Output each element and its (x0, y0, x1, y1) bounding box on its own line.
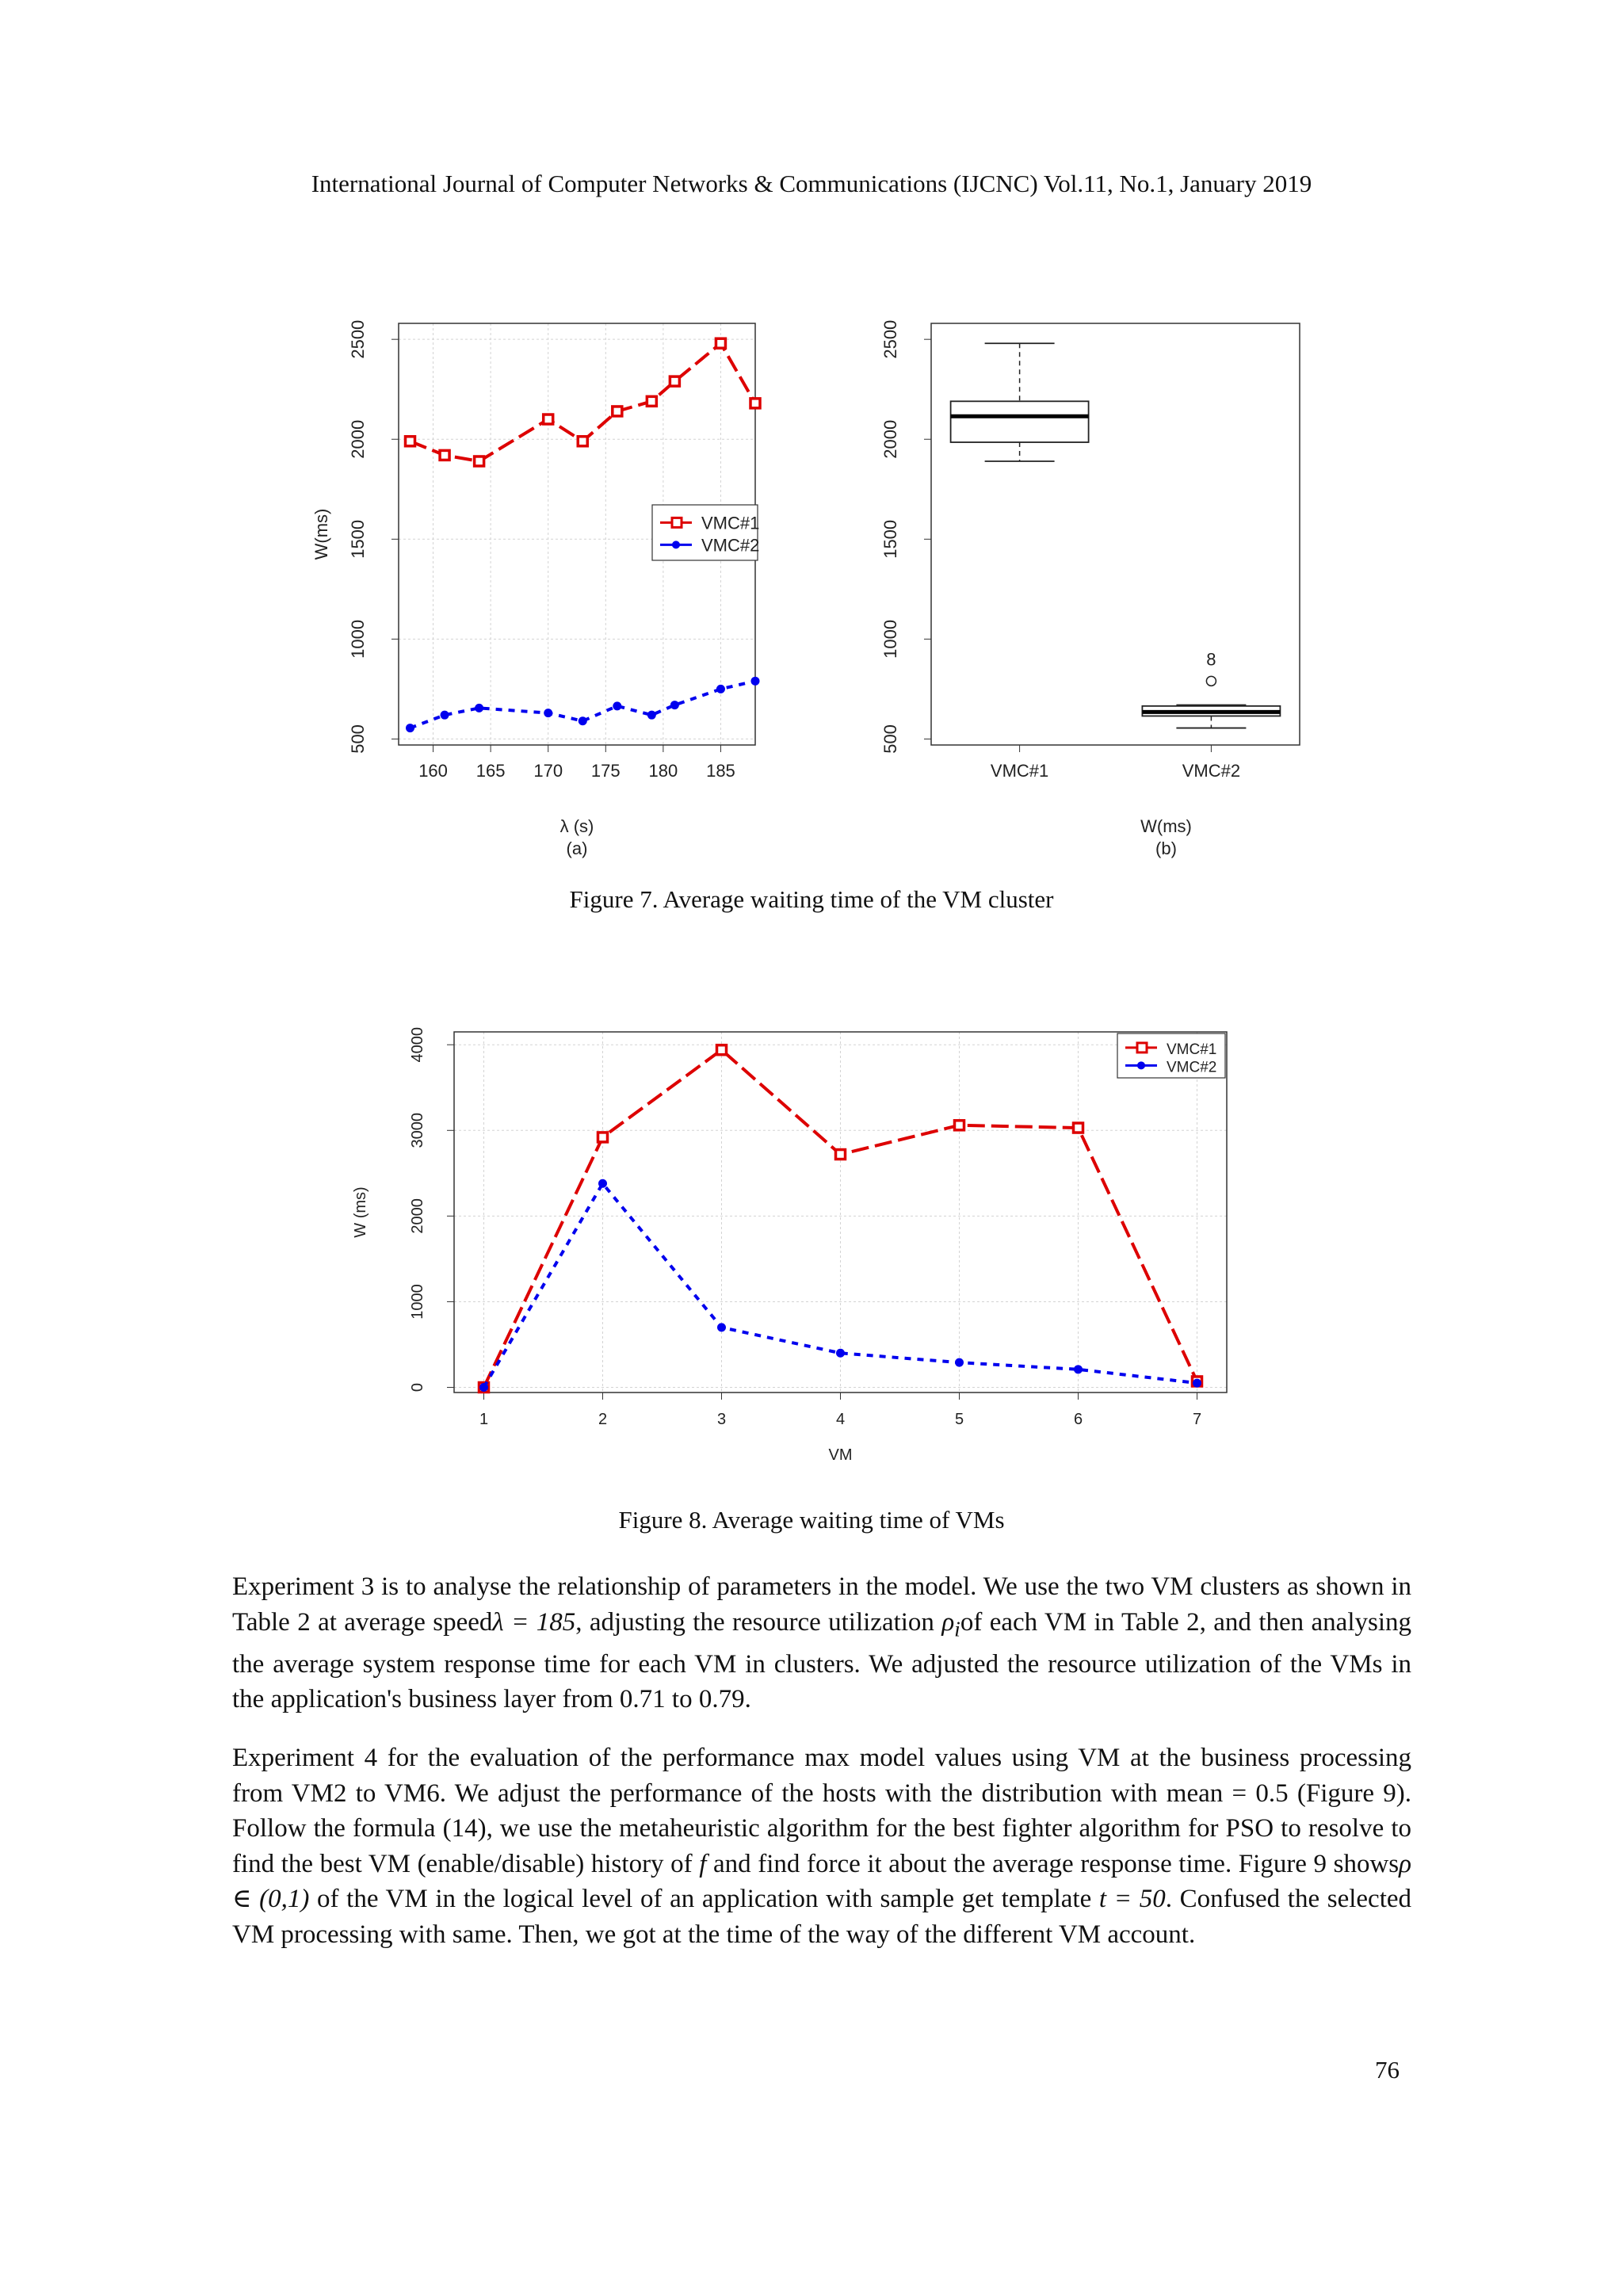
data-point-vmc1 (836, 1150, 846, 1159)
y-tick-label: 1000 (880, 619, 900, 659)
data-point-vmc2 (670, 701, 679, 709)
fig7b-panel (880, 320, 1300, 858)
figure-8-chart (352, 1022, 1260, 1474)
panel-b-sub-label: (b) (1155, 839, 1177, 858)
data-point-vmc2 (1193, 1379, 1201, 1388)
data-point-vmc1 (598, 1133, 608, 1142)
x-tick-label: 180 (648, 761, 678, 781)
data-point-vmc2 (836, 1349, 845, 1358)
x-tick-label: 1 (479, 1411, 489, 1428)
p2-rho-set: ρ ∈ (0,1) (232, 1849, 1411, 1913)
legend-marker-vmc2 (1137, 1061, 1145, 1069)
data-point-vmc2 (613, 701, 621, 710)
p1-text-b: , adjusting the resource utilization (575, 1607, 942, 1637)
fig7a-panel (311, 320, 760, 858)
data-point-vmc1 (613, 407, 622, 416)
y-tick-label: 4000 (409, 1026, 426, 1063)
x-tick-label: VMC#2 (1182, 761, 1241, 781)
y-axis-label: W (ms) (352, 1186, 369, 1238)
p1-text-a: Experiment 3 is to analyse the relationship of parameters in the model. We use the two VM clusters as shown in Table 2 at average speed (232, 1572, 1411, 1637)
x-tick-label: 3 (716, 1411, 727, 1428)
data-point-vmc1 (440, 450, 449, 460)
box-outlier (1206, 676, 1216, 686)
data-point-vmc2 (598, 1179, 607, 1188)
p2-text-d: . Confused the selected VM processing with same. Then, we got at the time of the way of the different VM account. (232, 1885, 1412, 1949)
paragraph-experiment-3 (232, 1569, 1411, 1717)
data-point-vmc2 (406, 724, 414, 732)
y-tick-label: 1000 (409, 1284, 426, 1320)
y-tick-label: 1000 (348, 619, 368, 659)
y-tick-label: 2500 (348, 319, 368, 359)
figure-7-chart (301, 309, 1323, 880)
data-point-vmc1 (406, 437, 415, 446)
data-point-vmc2 (717, 1323, 726, 1331)
x-tick-label: 4 (835, 1411, 846, 1428)
figure-7-caption: Figure 7. Average waiting time of the VM cluster (569, 885, 1054, 913)
p2-f: f (699, 1849, 707, 1878)
x-axis-label: VM (828, 1446, 853, 1464)
legend-marker-vmc2 (672, 541, 680, 548)
x-tick-label: 185 (706, 761, 735, 781)
data-point-vmc1 (716, 338, 725, 348)
y-tick-label: 2000 (409, 1198, 426, 1234)
p1-text-c: of each VM in Table 2, and then analysing the average system response time for each VM in clusters. We adjusted the resource utilization of the VMs in the application's business layer from 0.71 to 0.79. (232, 1607, 1411, 1714)
y-tick-label: 500 (880, 724, 900, 754)
figure-7 (301, 309, 1323, 880)
x-tick-label: 2 (598, 1411, 608, 1428)
data-point-vmc2 (716, 685, 725, 693)
data-point-vmc2 (544, 709, 552, 717)
x-tick-label: 170 (533, 761, 563, 781)
x-axis-label: λ (s) (559, 816, 594, 836)
p1-lambda-eq: λ = 185 (492, 1607, 576, 1637)
p1-rho-i: $\rho_i$ (941, 1607, 960, 1641)
x-tick-label: 165 (475, 761, 506, 781)
x-tick-label: 175 (590, 761, 621, 781)
y-tick-label: 0 (409, 1382, 426, 1392)
p2-t-eq: t = 50 (1098, 1885, 1166, 1913)
y-tick-label: 500 (348, 724, 368, 754)
data-point-vmc2 (475, 704, 483, 712)
legend-label-vmc2: VMC#2 (1167, 1059, 1217, 1076)
figure-8 (352, 1022, 1260, 1474)
data-point-vmc1 (647, 396, 656, 406)
legend-label-vmc1: VMC#1 (1167, 1041, 1217, 1058)
y-axis-label: W(ms) (311, 508, 331, 560)
data-point-vmc1 (717, 1045, 727, 1055)
data-point-vmc1 (955, 1121, 964, 1130)
y-tick-label: 2000 (880, 419, 900, 459)
x-tick-label: VMC#1 (990, 761, 1049, 781)
data-point-vmc1 (544, 415, 553, 424)
panel-a-sub-label: (a) (566, 839, 588, 858)
p2-text-c: of the VM in the logical level of an application with sample get template (309, 1885, 1099, 1913)
data-point-vmc2 (441, 711, 449, 720)
y-tick-label: 1500 (880, 519, 900, 559)
x-tick-label: 7 (1192, 1411, 1202, 1428)
y-tick-label: 3000 (409, 1113, 426, 1148)
legend-marker-vmc1 (1137, 1043, 1147, 1052)
data-point-vmc2 (579, 716, 587, 725)
p2-text-b: and find force it about the average response time. Figure 9 shows (706, 1849, 1400, 1878)
x-axis-label: W(ms) (1140, 816, 1192, 836)
legend-marker-vmc1 (672, 518, 682, 527)
page-number: 76 (1375, 2056, 1400, 2084)
data-point-vmc1 (670, 376, 679, 386)
data-point-vmc2 (751, 677, 760, 686)
data-point-vmc1 (1074, 1123, 1083, 1133)
y-tick-label: 2500 (880, 319, 900, 359)
legend-label-vmc2: VMC#2 (701, 535, 760, 556)
data-point-vmc2 (647, 711, 656, 720)
data-point-vmc2 (479, 1383, 488, 1392)
p2-text-a: Experiment 4 for the evaluation of the performance max model values using VM at the business processing from VM2 to VM6. We adjust the performance of the hosts with the distribution with mean = 0.5 (Figure 9). Follow the formula (14), we use the metaheuristic algorithm for the best fighter algorithm for PSO to resolve to find the best VM (enable/disable) history of (232, 1744, 1411, 1878)
figure-8-caption: Figure 8. Average waiting time of VMs (618, 1506, 1005, 1534)
x-tick-label: 5 (954, 1411, 964, 1428)
x-tick-label: 6 (1073, 1411, 1083, 1428)
x-tick-label: 160 (418, 761, 448, 781)
y-tick-label: 1500 (348, 519, 368, 559)
box-iqr (951, 401, 1089, 442)
data-point-vmc2 (1074, 1365, 1083, 1373)
plot-frame (931, 323, 1300, 745)
y-tick-label: 2000 (348, 419, 368, 459)
legend-label-vmc1: VMC#1 (701, 513, 760, 533)
data-point-vmc2 (955, 1358, 964, 1367)
running-header: International Journal of Computer Networks & Communications (IJCNC) Vol.11, No.1, January 2019 (311, 170, 1312, 197)
data-point-vmc1 (750, 399, 760, 408)
paragraph-experiment-4 (232, 1740, 1411, 1952)
outlier-label: 8 (1206, 649, 1216, 670)
data-point-vmc1 (475, 457, 484, 466)
data-point-vmc1 (578, 437, 587, 446)
